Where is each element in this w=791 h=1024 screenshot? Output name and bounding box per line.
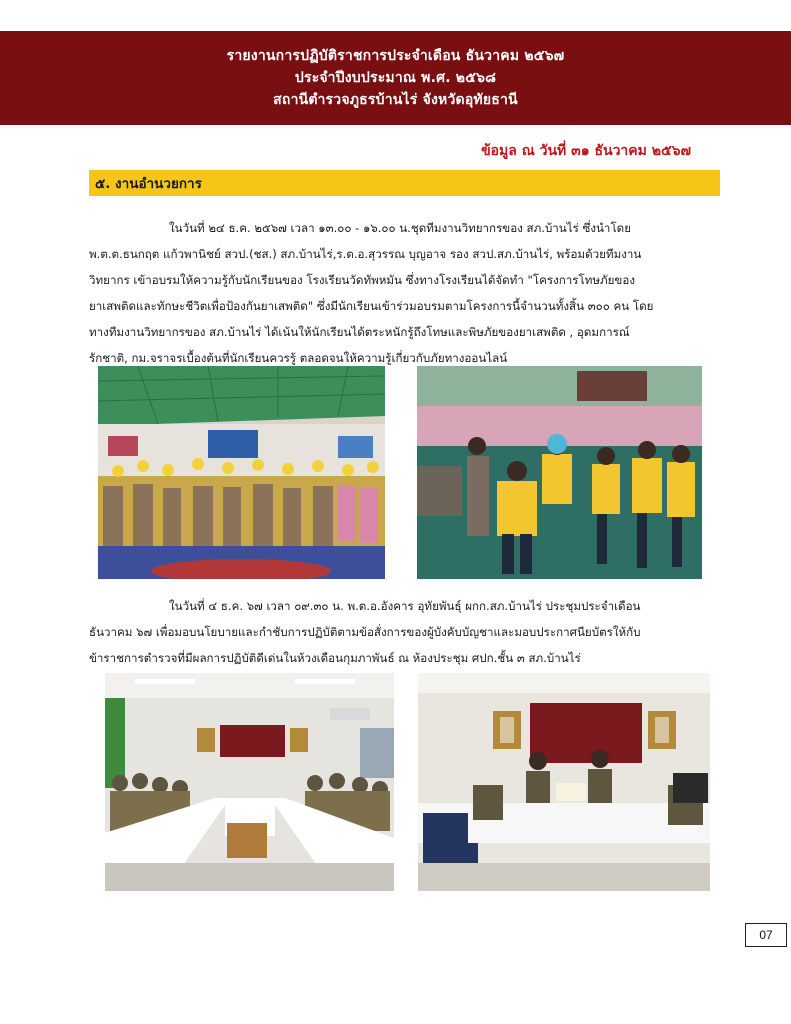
paragraph-line: พ.ต.ต.ธนกฤต แก้วพานิชย์ สวป.(ชส.) สภ.บ้านไร่,ร.ต.อ.สุวรรณ บุญอาจ รอง สวป.สภ.บ้านไร่, พร้อมด้วยทีมงาน — [89, 247, 642, 261]
page-number — [745, 923, 787, 947]
students-line-photo — [417, 366, 702, 579]
header-title-line2: ประจำปีงบประมาณ พ.ศ. ๒๕๖๘ — [294, 70, 497, 86]
training-group-photo — [98, 366, 385, 579]
header-title-line1: รายงานการปฏิบัติราชการประจำเดือน ธันวาคม ๒๕๖๗ — [226, 48, 565, 64]
report-header — [0, 31, 791, 125]
paragraph-line: ธันวาคม ๖๗ เพื่อมอบนโยบายและกำชับการปฏิบัติตามข้อสั่งการของผู้บังคับบัญชาและมอบประกาศนียบัตรให้กับ — [89, 625, 641, 639]
paragraph-line: รักชาติ, กม.จราจรเบื้องต้นที่นักเรียนควรรู้ ตลอดจนให้ความรู้เกี่ยวกับภัยทางออนไลน์ — [89, 351, 508, 365]
meeting-room-photo — [105, 673, 394, 891]
paragraph-line: ทางทีมงานวิทยากรของ สภ.บ้านไร่ ได้เน้นให้นักเรียนได้ตระหนักรู้ถึงโทษและพิษภัยของยาเสพติด , อุดมการณ์ — [89, 325, 630, 339]
section-heading — [89, 170, 720, 196]
paragraph-meeting — [89, 593, 720, 671]
paragraph-line: ยาเสพติดและทักษะชีวิตเพื่อป้องกันยาเสพติด" ซึ่งมีนักเรียนเข้าร่วมอบรมตามโครงการนี้จำนวนทั้งสิ้น ๓๐๐ คน โดย — [89, 299, 654, 313]
paragraph-line: วิทยากร เข้าอบรมให้ความรู้กับนักเรียนของ โรงเรียนวัดทัพหมัน ซึ่งทางโรงเรียนได้จัดทำ "โครงการโทษภัยของ — [89, 273, 635, 287]
paragraph-line: ในวันที่ ๒๔ ธ.ค. ๒๕๖๗ เวลา ๑๓.๐๐ - ๑๖.๐๐ น.ชุดทีมงานวิทยากรของ สภ.บ้านไร่ ซึ่งนำโดย — [169, 221, 631, 235]
paragraph-line: ในวันที่ ๔ ธ.ค. ๖๗ เวลา ๐๙.๓๐ น. พ.ต.อ.อังคาร อุทัยพันธุ์ ผกก.สภ.บ้านไร่ ประชุมประจำเดือน — [169, 599, 641, 613]
header-title-line3: สถานีตำรวจภูธรบ้านไร่ จังหวัดอุทัยธานี — [273, 92, 518, 108]
page-number-text: 07 — [759, 928, 773, 942]
section-title: ๕. งานอำนวยการ — [95, 176, 202, 192]
data-as-of-date: ข้อมูล ณ วันที่ ๓๑ ธันวาคม ๒๕๖๗ — [481, 143, 691, 159]
paragraph-line: ข้าราชการตำรวจที่มีผลการปฏิบัติดีเด่นในห้วงเดือนกุมภาพันธ์ ณ ห้องประชุม ศปก.ชั้น ๓ สภ.บ้านไร่ — [89, 651, 581, 665]
certificate-award-photo — [418, 673, 710, 891]
paragraph-training — [89, 215, 720, 371]
